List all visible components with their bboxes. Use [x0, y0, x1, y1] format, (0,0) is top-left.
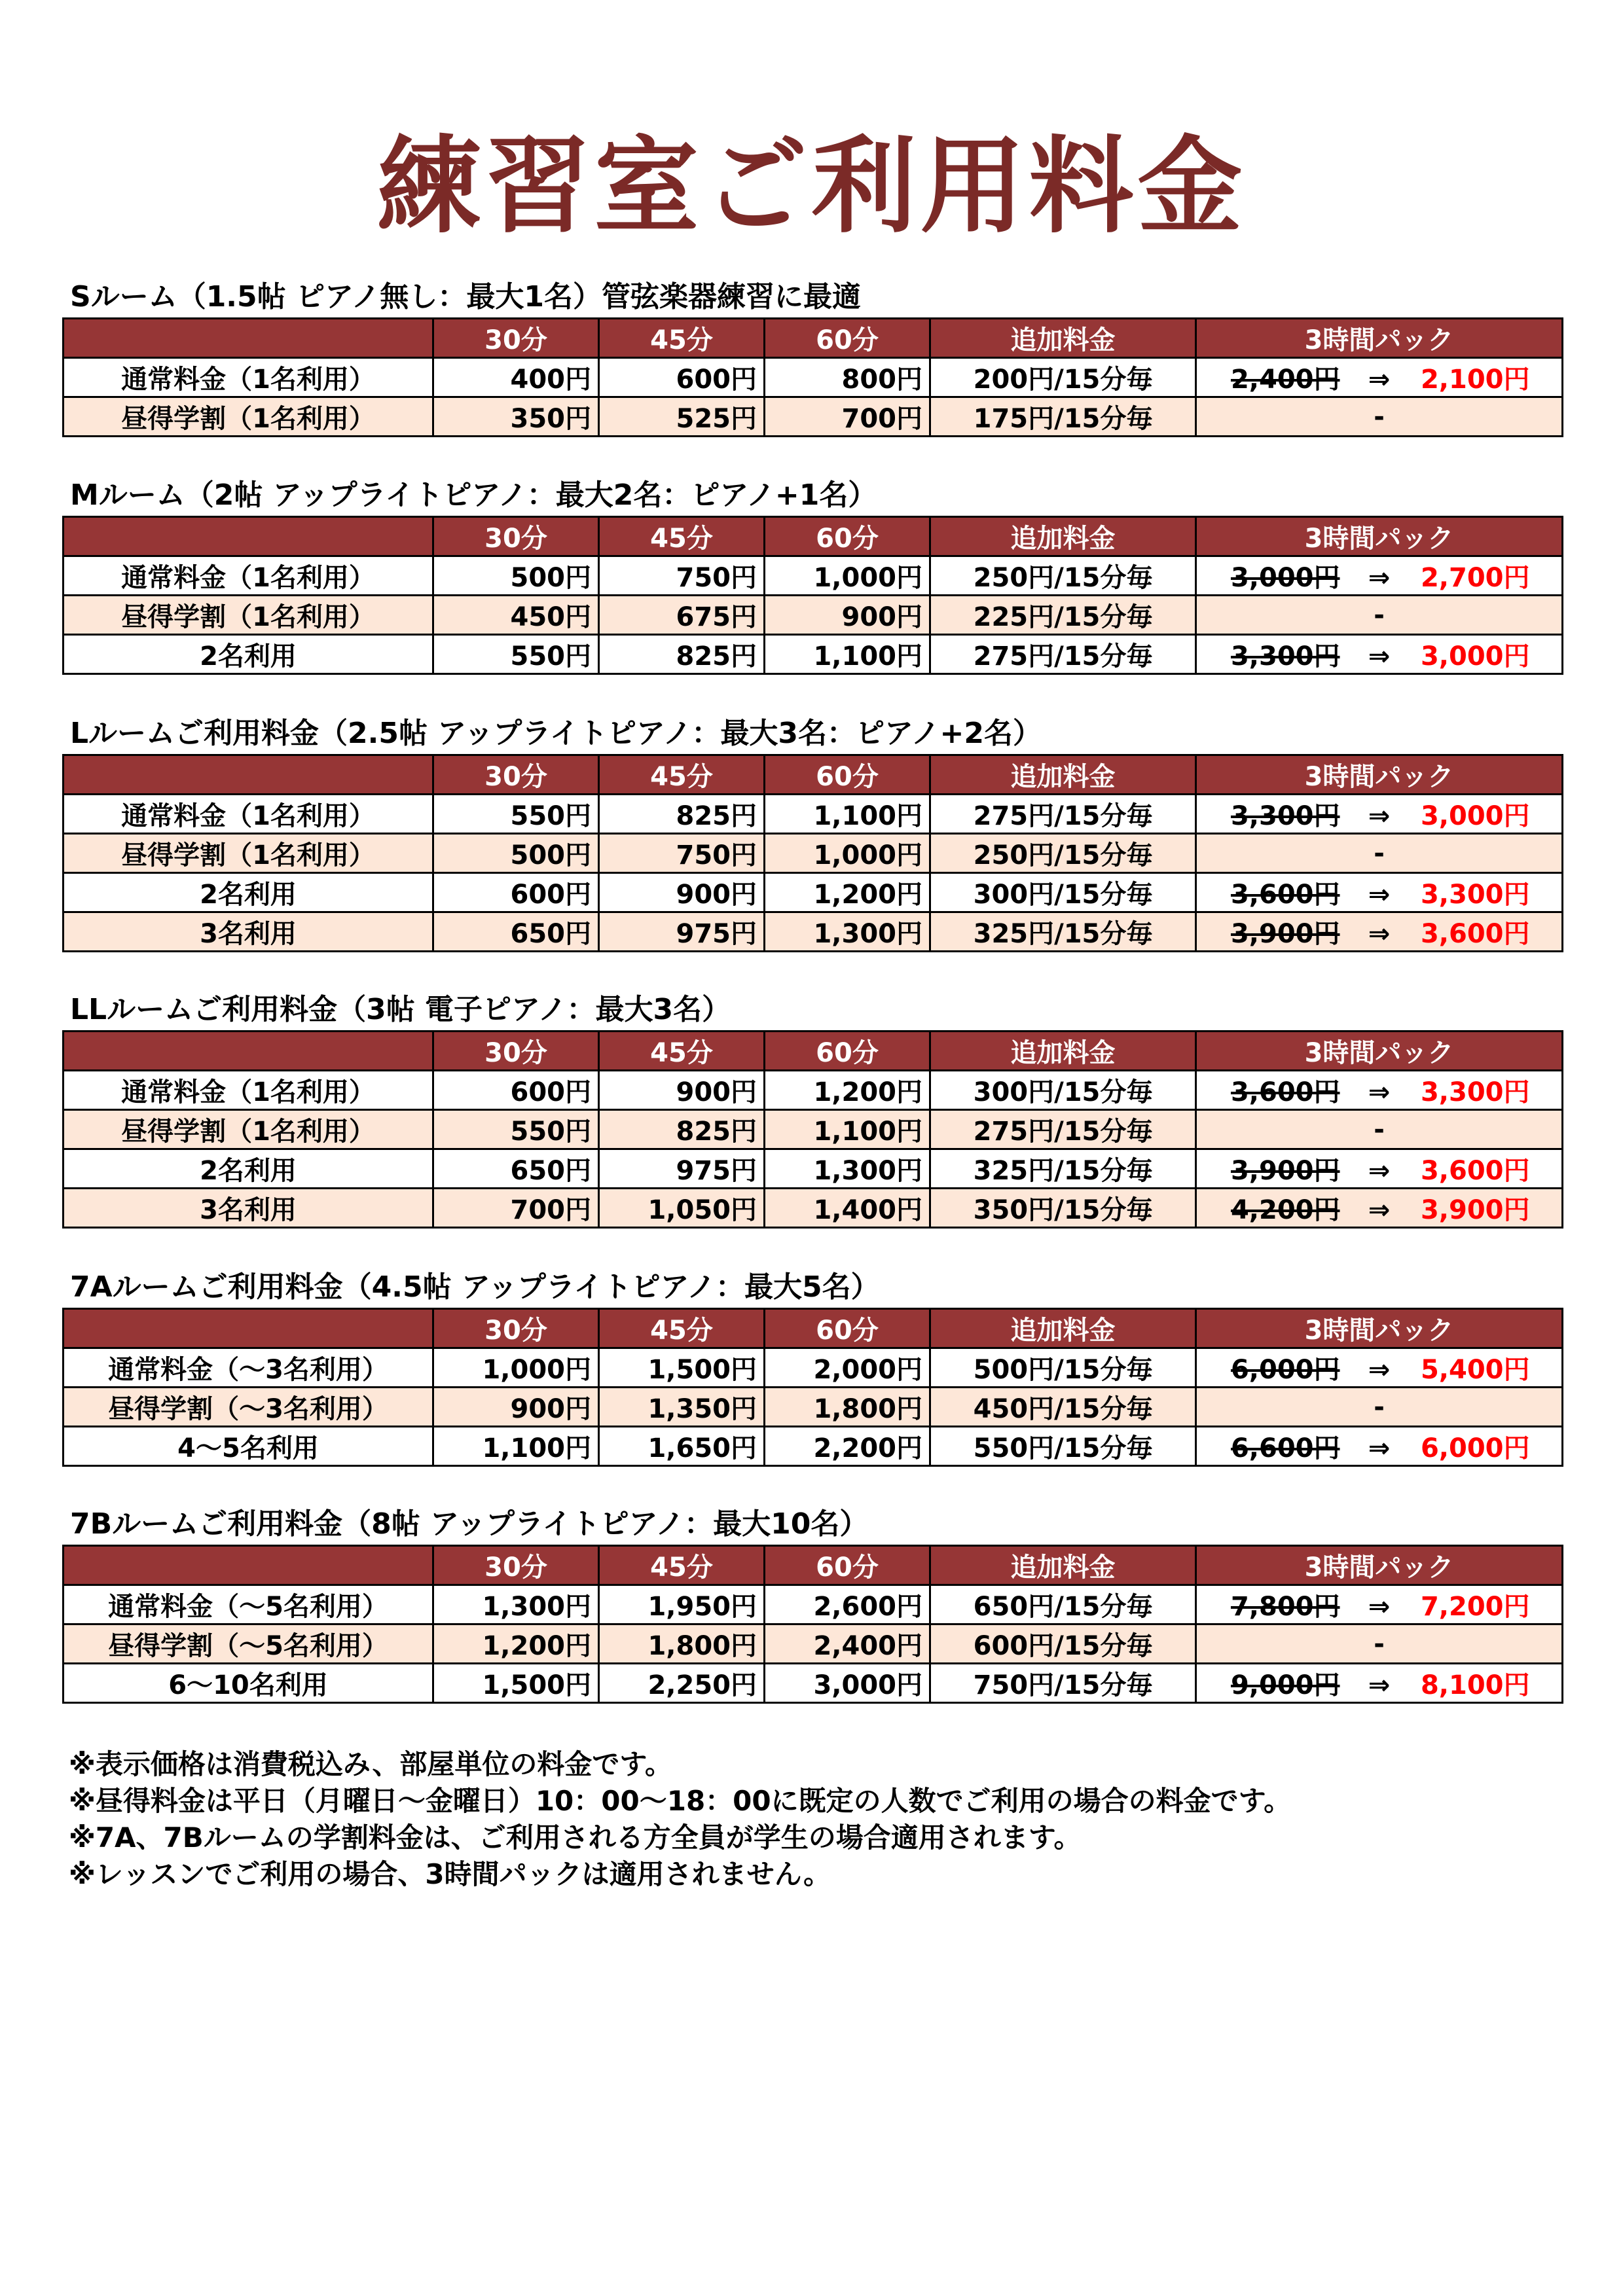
pack-cell [1196, 1585, 1563, 1624]
pack-cell [1196, 795, 1563, 834]
column-header: 3時間パック [1196, 1546, 1563, 1585]
column-header: 45分 [599, 1309, 765, 1348]
price-cell: 1,500円 [433, 1664, 599, 1703]
extra-fee-cell: 350円/15分毎 [930, 1189, 1196, 1228]
column-header: 30分 [433, 1309, 599, 1348]
column-header: 30分 [433, 517, 599, 556]
price-cell: 1,800円 [599, 1624, 765, 1664]
price-cell: 1,800円 [765, 1388, 930, 1427]
price-cell: 2,250円 [599, 1664, 765, 1703]
table-row [64, 556, 1563, 596]
column-header [64, 517, 433, 556]
pack-original-price: 3,900円 [1230, 919, 1340, 949]
table-row [64, 1585, 1563, 1624]
price-cell: 1,050円 [599, 1189, 765, 1228]
price-cell: 525円 [599, 397, 765, 437]
pack-discount-price: 3,000円 [1420, 641, 1530, 672]
price-cell: 1,000円 [765, 834, 930, 873]
row-label: 昼得学割（～5名利用） [64, 1624, 433, 1664]
pack-discount-price: 5,400円 [1420, 1355, 1530, 1385]
column-header: 60分 [765, 1309, 930, 1348]
pack-cell [1196, 1624, 1563, 1664]
column-header: 追加料金 [930, 1546, 1196, 1585]
price-section [62, 277, 1561, 437]
pack-cell [1196, 834, 1563, 873]
pack-cell [1196, 635, 1563, 674]
price-cell: 1,500円 [599, 1348, 765, 1388]
pack-cell [1196, 1427, 1563, 1466]
row-label: 3名利用 [64, 1189, 433, 1228]
column-header [64, 1546, 433, 1585]
row-label: 昼得学割（1名利用） [64, 397, 433, 437]
note-line: ※7A、7Bルームの学割料金は、ご利用される方全員が学生の場合適用されます。 [69, 1821, 1082, 1854]
extra-fee-cell: 250円/15分毎 [930, 834, 1196, 873]
column-header: 追加料金 [930, 319, 1196, 358]
pack-discount-price: 3,300円 [1420, 1077, 1530, 1107]
table-row [64, 873, 1563, 912]
column-header: 30分 [433, 319, 599, 358]
table-row [64, 1189, 1563, 1228]
row-label: 2名利用 [64, 635, 433, 674]
arrow-icon: ⇒ [1368, 1077, 1391, 1107]
pack-original-price: 6,000円 [1230, 1355, 1340, 1385]
price-cell: 600円 [599, 358, 765, 397]
price-section [62, 1267, 1561, 1467]
extra-fee-cell: 750円/15分毎 [930, 1664, 1196, 1703]
price-cell: 825円 [599, 635, 765, 674]
price-cell: 450円 [433, 596, 599, 635]
table-row [64, 1624, 1563, 1664]
note-line: ※レッスンでご利用の場合、3時間パックは適用されません。 [69, 1858, 831, 1890]
table-header-row [64, 1546, 1563, 1585]
row-label: 通常料金（1名利用） [64, 795, 433, 834]
column-header: 60分 [765, 1546, 930, 1585]
row-label: 2名利用 [64, 873, 433, 912]
table-header-row [64, 1309, 1563, 1348]
notes [69, 1746, 1568, 1893]
arrow-icon: ⇒ [1368, 919, 1391, 949]
pack-original-price: 3,900円 [1230, 1156, 1340, 1186]
price-cell: 1,300円 [765, 912, 930, 952]
extra-fee-cell: 200円/15分毎 [930, 358, 1196, 397]
extra-fee-cell: 275円/15分毎 [930, 1110, 1196, 1149]
table-row [64, 1664, 1563, 1703]
price-cell: 750円 [599, 556, 765, 596]
price-section [62, 713, 1561, 952]
pack-cell [1196, 1071, 1563, 1110]
price-table [62, 317, 1563, 437]
column-header: 3時間パック [1196, 1031, 1563, 1071]
price-cell: 1,100円 [433, 1427, 599, 1466]
price-cell: 650円 [433, 1149, 599, 1189]
column-header: 3時間パック [1196, 517, 1563, 556]
row-label: 昼得学割（～3名利用） [64, 1388, 433, 1427]
extra-fee-cell: 250円/15分毎 [930, 556, 1196, 596]
column-header: 60分 [765, 517, 930, 556]
section-heading: Sルーム（1.5帖 ピアノ無し：最大1名）管弦楽器練習に最適 [70, 280, 862, 314]
pack-cell [1196, 358, 1563, 397]
pack-discount-price: 3,600円 [1420, 919, 1530, 949]
extra-fee-cell: 225円/15分毎 [930, 596, 1196, 635]
pack-original-price: 3,300円 [1230, 641, 1340, 672]
extra-fee-cell: 325円/15分毎 [930, 1149, 1196, 1189]
pack-original-price: 9,000円 [1230, 1670, 1340, 1700]
pack-original-price: 3,600円 [1230, 1077, 1340, 1107]
table-row [64, 834, 1563, 873]
pack-original-price: 3,300円 [1230, 801, 1340, 831]
extra-fee-cell: 175円/15分毎 [930, 397, 1196, 437]
column-header: 3時間パック [1196, 755, 1563, 795]
pack-cell [1196, 1110, 1563, 1149]
price-cell: 1,300円 [765, 1149, 930, 1189]
table-row [64, 912, 1563, 952]
pack-cell [1196, 1189, 1563, 1228]
column-header: 60分 [765, 755, 930, 795]
table-header-row [64, 755, 1563, 795]
table-row [64, 795, 1563, 834]
arrow-icon: ⇒ [1368, 365, 1391, 395]
price-cell: 675円 [599, 596, 765, 635]
row-label: 昼得学割（1名利用） [64, 1110, 433, 1149]
extra-fee-cell: 650円/15分毎 [930, 1585, 1196, 1624]
price-section [62, 1504, 1561, 1704]
arrow-icon: ⇒ [1368, 1670, 1391, 1700]
price-cell: 400円 [433, 358, 599, 397]
pack-cell [1196, 1388, 1563, 1427]
price-cell: 650円 [433, 912, 599, 952]
pack-discount-price: 2,700円 [1420, 563, 1530, 593]
price-cell: 1,200円 [433, 1624, 599, 1664]
column-header: 追加料金 [930, 517, 1196, 556]
arrow-icon: ⇒ [1368, 641, 1391, 672]
section-heading: LLルームご利用料金（3帖 電子ピアノ：最大3名） [70, 993, 731, 1026]
price-table [62, 1308, 1563, 1467]
arrow-icon: ⇒ [1368, 1195, 1391, 1225]
table-row [64, 397, 1563, 437]
pack-cell [1196, 873, 1563, 912]
price-cell: 975円 [599, 912, 765, 952]
column-header: 45分 [599, 1031, 765, 1071]
pack-discount-price: 3,900円 [1420, 1195, 1530, 1225]
pack-discount-price: 8,100円 [1420, 1670, 1530, 1700]
table-row [64, 596, 1563, 635]
section-heading: Mルーム（2帖 アップライトピアノ：最大2名：ピアノ+1名） [70, 478, 877, 512]
row-label: 通常料金（～3名利用） [64, 1348, 433, 1388]
price-cell: 900円 [433, 1388, 599, 1427]
price-cell: 2,200円 [765, 1427, 930, 1466]
arrow-icon: ⇒ [1368, 1156, 1391, 1186]
price-cell: 2,600円 [765, 1585, 930, 1624]
table-header-row [64, 1031, 1563, 1071]
table-row [64, 635, 1563, 674]
arrow-icon: ⇒ [1368, 801, 1391, 831]
price-cell: 1,100円 [765, 635, 930, 674]
price-cell: 1,200円 [765, 873, 930, 912]
pack-original-price: 4,200円 [1230, 1195, 1340, 1225]
price-cell: 350円 [433, 397, 599, 437]
table-row [64, 1388, 1563, 1427]
column-header [64, 755, 433, 795]
table-row [64, 1149, 1563, 1189]
price-section [62, 990, 1561, 1229]
column-header: 3時間パック [1196, 319, 1563, 358]
arrow-icon: ⇒ [1368, 1355, 1391, 1385]
price-cell: 500円 [433, 834, 599, 873]
extra-fee-cell: 300円/15分毎 [930, 1071, 1196, 1110]
extra-fee-cell: 550円/15分毎 [930, 1427, 1196, 1466]
extra-fee-cell: 450円/15分毎 [930, 1388, 1196, 1427]
price-cell: 750円 [599, 834, 765, 873]
pack-cell [1196, 1149, 1563, 1189]
pack-original-price: 3,000円 [1230, 563, 1340, 593]
pack-not-applicable: - [1374, 1628, 1385, 1659]
pack-cell [1196, 912, 1563, 952]
column-header: 30分 [433, 1031, 599, 1071]
price-cell: 1,000円 [765, 556, 930, 596]
pack-discount-price: 6,000円 [1420, 1433, 1530, 1463]
table-row [64, 1110, 1563, 1149]
pack-discount-price: 7,200円 [1420, 1592, 1530, 1622]
table-header-row [64, 319, 1563, 358]
pack-original-price: 3,600円 [1230, 880, 1340, 910]
price-cell: 2,400円 [765, 1624, 930, 1664]
price-table [62, 754, 1563, 952]
table-row [64, 1427, 1563, 1466]
pack-discount-price: 3,000円 [1420, 801, 1530, 831]
price-table [62, 516, 1563, 675]
section-heading: 7Bルームご利用料金（8帖 アップライトピアノ：最大10名） [70, 1507, 869, 1541]
column-header [64, 1031, 433, 1071]
pack-cell [1196, 596, 1563, 635]
price-cell: 800円 [765, 358, 930, 397]
price-cell: 700円 [433, 1189, 599, 1228]
column-header: 追加料金 [930, 1309, 1196, 1348]
row-label: 通常料金（～5名利用） [64, 1585, 433, 1624]
pack-not-applicable: - [1374, 600, 1385, 630]
price-table [62, 1545, 1563, 1704]
pack-cell [1196, 397, 1563, 437]
arrow-icon: ⇒ [1368, 563, 1391, 593]
column-header: 追加料金 [930, 755, 1196, 795]
price-cell: 825円 [599, 795, 765, 834]
row-label: 通常料金（1名利用） [64, 1071, 433, 1110]
price-cell: 1,200円 [765, 1071, 930, 1110]
extra-fee-cell: 275円/15分毎 [930, 635, 1196, 674]
pack-cell [1196, 1348, 1563, 1388]
price-cell: 500円 [433, 556, 599, 596]
table-row [64, 1071, 1563, 1110]
price-cell: 700円 [765, 397, 930, 437]
table-row [64, 358, 1563, 397]
column-header: 45分 [599, 755, 765, 795]
extra-fee-cell: 600円/15分毎 [930, 1624, 1196, 1664]
extra-fee-cell: 325円/15分毎 [930, 912, 1196, 952]
row-label: 昼得学割（1名利用） [64, 596, 433, 635]
extra-fee-cell: 275円/15分毎 [930, 795, 1196, 834]
column-header: 60分 [765, 319, 930, 358]
pack-discount-price: 2,100円 [1420, 365, 1530, 395]
note-line: ※表示価格は消費税込み、部屋単位の料金です。 [69, 1748, 672, 1780]
price-cell: 600円 [433, 873, 599, 912]
price-cell: 1,100円 [765, 1110, 930, 1149]
price-cell: 900円 [599, 1071, 765, 1110]
column-header: 45分 [599, 1546, 765, 1585]
price-cell: 550円 [433, 1110, 599, 1149]
price-cell: 3,000円 [765, 1664, 930, 1703]
price-cell: 1,950円 [599, 1585, 765, 1624]
section-heading: Lルームご利用料金（2.5帖 アップライトピアノ：最大3名：ピアノ+2名） [70, 717, 1042, 750]
arrow-icon: ⇒ [1368, 1433, 1391, 1463]
price-cell: 825円 [599, 1110, 765, 1149]
pack-cell [1196, 556, 1563, 596]
column-header: 60分 [765, 1031, 930, 1071]
note-line: ※昼得料金は平日（月曜日～金曜日）10：00～18：00に既定の人数でご利用の場合の料金です。 [69, 1785, 1292, 1817]
column-header: 45分 [599, 319, 765, 358]
price-cell: 1,000円 [433, 1348, 599, 1388]
price-cell: 1,400円 [765, 1189, 930, 1228]
column-header: 30分 [433, 1546, 599, 1585]
pack-original-price: 7,800円 [1230, 1592, 1340, 1622]
pack-not-applicable: - [1374, 1391, 1385, 1422]
price-table [62, 1030, 1563, 1229]
row-label: 昼得学割（1名利用） [64, 834, 433, 873]
pack-original-price: 2,400円 [1230, 365, 1340, 395]
price-cell: 900円 [599, 873, 765, 912]
extra-fee-cell: 500円/15分毎 [930, 1348, 1196, 1388]
column-header [64, 319, 433, 358]
price-cell: 550円 [433, 635, 599, 674]
pack-not-applicable: - [1374, 838, 1385, 869]
row-label: 2名利用 [64, 1149, 433, 1189]
price-cell: 900円 [765, 596, 930, 635]
row-label: 3名利用 [64, 912, 433, 952]
price-cell: 975円 [599, 1149, 765, 1189]
price-cell: 1,300円 [433, 1585, 599, 1624]
arrow-icon: ⇒ [1368, 880, 1391, 910]
price-cell: 1,650円 [599, 1427, 765, 1466]
price-cell: 1,100円 [765, 795, 930, 834]
table-header-row [64, 517, 1563, 556]
price-section [62, 475, 1561, 675]
extra-fee-cell: 300円/15分毎 [930, 873, 1196, 912]
column-header: 追加料金 [930, 1031, 1196, 1071]
pack-not-applicable: - [1374, 401, 1385, 432]
section-heading: 7Aルームご利用料金（4.5帖 アップライトピアノ：最大5名） [70, 1270, 880, 1304]
pack-cell [1196, 1664, 1563, 1703]
column-header: 30分 [433, 755, 599, 795]
price-cell: 2,000円 [765, 1348, 930, 1388]
pack-not-applicable: - [1374, 1114, 1385, 1145]
row-label: 6～10名利用 [64, 1664, 433, 1703]
row-label: 4～5名利用 [64, 1427, 433, 1466]
column-header [64, 1309, 433, 1348]
price-cell: 550円 [433, 795, 599, 834]
pack-original-price: 6,600円 [1230, 1433, 1340, 1463]
table-row [64, 1348, 1563, 1388]
column-header: 45分 [599, 517, 765, 556]
pack-discount-price: 3,300円 [1420, 880, 1530, 910]
price-cell: 1,350円 [599, 1388, 765, 1427]
pack-discount-price: 3,600円 [1420, 1156, 1530, 1186]
page-title: 練習室ご利用料金 [376, 125, 1247, 247]
row-label: 通常料金（1名利用） [64, 358, 433, 397]
arrow-icon: ⇒ [1368, 1592, 1391, 1622]
price-cell: 600円 [433, 1071, 599, 1110]
column-header: 3時間パック [1196, 1309, 1563, 1348]
row-label: 通常料金（1名利用） [64, 556, 433, 596]
